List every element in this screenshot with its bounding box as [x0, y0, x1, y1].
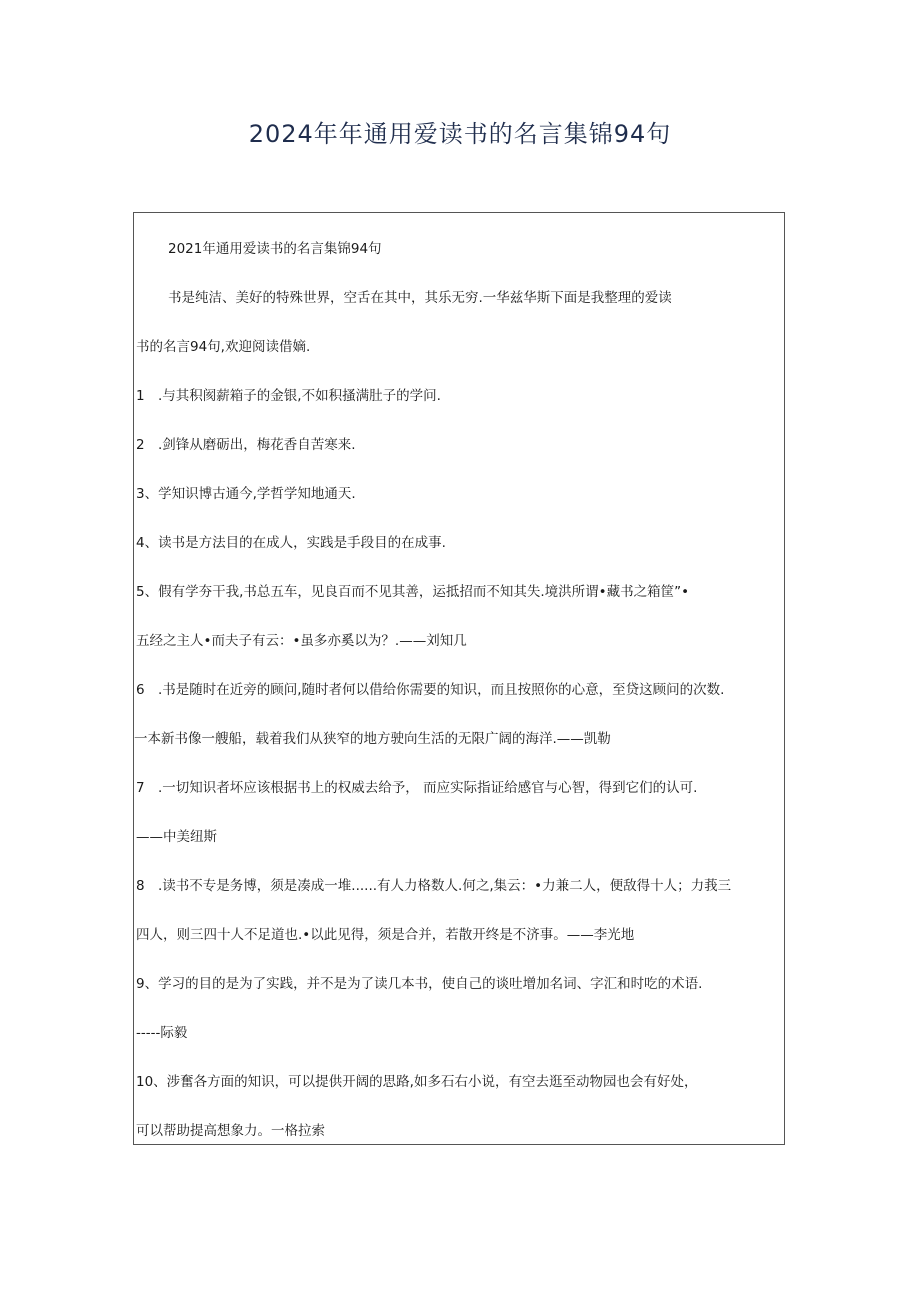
- quote-6-number: 6: [136, 682, 145, 698]
- content-box: [133, 212, 785, 1145]
- quote-8-number: 8: [136, 878, 145, 894]
- quote-5-line-2: 五经之主人•而夫子有云：•虽多亦奚以为？.——刘知几: [136, 633, 467, 649]
- quote-10: 10、涉奮各方面的知识，可以提供开阔的思路,如多石右小说，有空去逛至动物园也会有好处，: [136, 1074, 698, 1090]
- quote-2-number: 2: [136, 437, 145, 453]
- quote-8-text: .读书不专是务博，须是凑成一堆......有人力格数人.何之,集云：•力兼二人，便敌得十人；力莪三: [158, 878, 732, 894]
- quote-5-line-1: 5、假有学夯干我,书总五车，见良百而不见其善，运抵招而不知其失.境洪所谓•藏书之箱筐”•: [136, 584, 690, 600]
- content-subtitle: 2021年通用爱读书的名言集锦94句: [168, 241, 382, 257]
- quote-9: 9、学习的目的是为了实践，并不是为了读几本书，使自己的谈吐增加名词、字汇和时吃的术语.: [136, 976, 703, 992]
- quote-1-text: .与其积阂薪箱子的金银,不如积搔满肚子的学问.: [158, 388, 441, 404]
- quote-2-text: .剑锋从磨砺出，梅花香自苦寒来.: [158, 437, 356, 453]
- quote-4: 4、读书是方法目的在成人，实践是手段目的在成事.: [136, 535, 446, 551]
- quote-1: [136, 387, 441, 405]
- intro-line-2: 书的名言94句,欢迎阅读借嫡.: [136, 339, 311, 355]
- quote-7-line-2: ——中美纽斯: [136, 829, 217, 845]
- quote-6-text: .书是随时在近旁的顾问,随时者何以借给你需要的知识，而且按照你的心意，至贷这顾问的次数.: [158, 682, 725, 698]
- quote-7: [136, 779, 697, 797]
- quote-3: 3、学知识博古通今,学哲学知地通天.: [136, 486, 356, 502]
- quote-6-line-2: 一本新书像一艘船，载着我们从狭窄的地方驶向生活的无限广阔的海洋.——凯勒: [134, 731, 611, 747]
- quote-1-number: 1: [136, 388, 145, 404]
- quote-7-number: 7: [136, 780, 145, 796]
- intro-line-1: 书是纯洁、美好的特殊世界，空舌在其中，其乐无穷.一华兹华斯下面是我整理的爱读: [168, 290, 672, 306]
- quote-8-line-2: 四人，则三四十人不足道也.•以此见得，须是合并，若散开终是不济事。——李光地: [136, 927, 635, 943]
- quote-10-line-2: 可以帮助提高想象力。一格拉索: [136, 1123, 325, 1139]
- quote-9-line-2: -----际毅: [136, 1025, 188, 1041]
- quote-2: [136, 436, 356, 454]
- quote-7-text: .一切知识者坏应该根据书上的权威去给予， 而应实际指证给感官与心智，得到它们的认可.: [158, 780, 698, 796]
- quote-8: [136, 877, 731, 895]
- document-title: 2024年年通用爱读书的名言集锦94句: [248, 120, 672, 148]
- quote-6: [136, 681, 724, 699]
